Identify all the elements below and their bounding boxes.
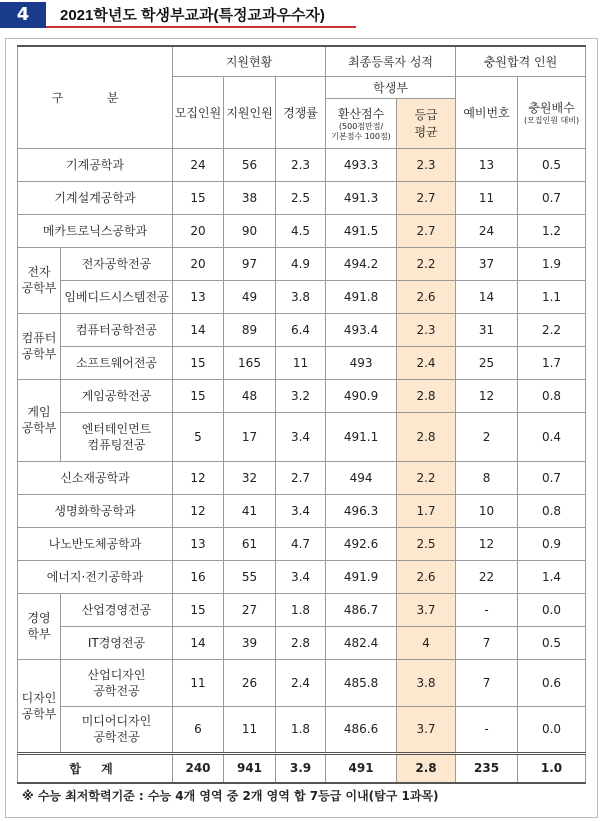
table-row xyxy=(18,560,586,593)
section-header xyxy=(0,0,601,30)
applied-cell: 17 xyxy=(224,412,276,461)
wait-cell: 37 xyxy=(456,247,518,280)
ratio-cell: 2.7 xyxy=(276,461,326,494)
department-name: 신소재공학과 xyxy=(18,461,173,494)
division-header: 구 분 xyxy=(18,46,173,148)
applied-cell: 48 xyxy=(224,379,276,412)
wait-cell: - xyxy=(456,706,518,753)
score-note-2: 기본점수 100점) xyxy=(331,131,391,141)
grade-cell: 2.6 xyxy=(397,280,456,313)
quota-cell: 11 xyxy=(173,659,224,706)
applied-cell: 97 xyxy=(224,247,276,280)
mult-cell: 0.5 xyxy=(518,626,586,659)
grade-cell: 3.8 xyxy=(397,659,456,706)
table-row xyxy=(18,214,586,247)
mult-cell: 0.0 xyxy=(518,706,586,753)
department-name: 전자공학전공 xyxy=(61,247,173,280)
quota-cell: 20 xyxy=(173,247,224,280)
wait-cell: 2 xyxy=(456,412,518,461)
mult-cell: 1.7 xyxy=(518,346,586,379)
quota-cell: 16 xyxy=(173,560,224,593)
ratio-cell: 3.8 xyxy=(276,280,326,313)
grade-cell: 3.7 xyxy=(397,593,456,626)
quota-cell: 12 xyxy=(173,494,224,527)
table-row xyxy=(18,181,586,214)
department-name: 소프트웨어전공 xyxy=(61,346,173,379)
department-name: 미디어디자인 공학전공 xyxy=(61,706,173,753)
mult-cell: 0.6 xyxy=(518,659,586,706)
mult-cell: 1.4 xyxy=(518,560,586,593)
score-cell: 491.1 xyxy=(326,412,397,461)
table-row xyxy=(18,148,586,181)
mult-cell: 1.1 xyxy=(518,280,586,313)
quota-cell: 6 xyxy=(173,706,224,753)
fill-mult-note: (모집인원 대비) xyxy=(523,115,580,125)
grade-cell: 2.3 xyxy=(397,148,456,181)
mult-cell: 1.9 xyxy=(518,247,586,280)
quota-cell: 20 xyxy=(173,214,224,247)
quota-cell: 24 xyxy=(173,148,224,181)
applied-cell: 90 xyxy=(224,214,276,247)
total-wait: 235 xyxy=(456,753,518,783)
grade-cell: 2.7 xyxy=(397,214,456,247)
wait-cell: 10 xyxy=(456,494,518,527)
applied-cell: 49 xyxy=(224,280,276,313)
ratio-cell: 6.4 xyxy=(276,313,326,346)
grade-cell: 4 xyxy=(397,626,456,659)
score-cell: 491.3 xyxy=(326,181,397,214)
applied-cell: 61 xyxy=(224,527,276,560)
ratio-cell: 4.5 xyxy=(276,214,326,247)
table-row xyxy=(18,527,586,560)
wait-cell: 22 xyxy=(456,560,518,593)
quota-header: 모집인원 xyxy=(173,76,224,148)
section-number-badge: 4 xyxy=(0,2,46,28)
footnote: ※ 수능 최저학력기준 : 수능 4개 영역 중 2개 영역 합 7등급 이내(탐구 1과목) xyxy=(22,789,439,803)
table-row xyxy=(18,412,586,461)
table-row xyxy=(18,379,586,412)
department-name: 게임공학전공 xyxy=(61,379,173,412)
department-name: 엔터테인먼트 컴퓨팅전공 xyxy=(61,412,173,461)
total-grade: 2.8 xyxy=(397,753,456,783)
quota-cell: 12 xyxy=(173,461,224,494)
department-name: 기계공학과 xyxy=(18,148,173,181)
score-label: 환산점수 xyxy=(337,106,385,121)
grade-cell: 2.3 xyxy=(397,313,456,346)
wait-cell: 7 xyxy=(456,659,518,706)
ratio-cell: 3.4 xyxy=(276,494,326,527)
department-name: IT경영전공 xyxy=(61,626,173,659)
score-cell: 482.4 xyxy=(326,626,397,659)
applied-cell: 39 xyxy=(224,626,276,659)
wait-cell: 12 xyxy=(456,379,518,412)
table-row xyxy=(18,706,586,753)
total-label: 합 계 xyxy=(18,753,173,783)
record-header: 학생부 xyxy=(326,76,456,98)
quota-cell: 5 xyxy=(173,412,224,461)
wait-cell: 12 xyxy=(456,527,518,560)
grade-cell: 2.6 xyxy=(397,560,456,593)
ratio-cell: 4.7 xyxy=(276,527,326,560)
ratio-cell: 1.8 xyxy=(276,593,326,626)
total-applied: 941 xyxy=(224,753,276,783)
total-ratio: 3.9 xyxy=(276,753,326,783)
score-cell: 491.5 xyxy=(326,214,397,247)
mult-cell: 0.9 xyxy=(518,527,586,560)
score-cell: 496.3 xyxy=(326,494,397,527)
score-header xyxy=(326,98,397,148)
applied-cell: 165 xyxy=(224,346,276,379)
applied-cell: 27 xyxy=(224,593,276,626)
ratio-cell: 2.4 xyxy=(276,659,326,706)
grade-cell: 2.8 xyxy=(397,379,456,412)
title-underline xyxy=(46,26,356,28)
quota-cell: 15 xyxy=(173,593,224,626)
total-quota: 240 xyxy=(173,753,224,783)
score-cell: 494.2 xyxy=(326,247,397,280)
mult-cell: 0.5 xyxy=(518,148,586,181)
department-name: 임베디드시스템전공 xyxy=(61,280,173,313)
applied-cell: 41 xyxy=(224,494,276,527)
score-cell: 494 xyxy=(326,461,397,494)
department-name: 생명화학공학과 xyxy=(18,494,173,527)
table-row xyxy=(18,494,586,527)
grade-cell: 2.8 xyxy=(397,412,456,461)
wait-cell: 13 xyxy=(456,148,518,181)
wait-cell: 25 xyxy=(456,346,518,379)
score-cell: 493.3 xyxy=(326,148,397,181)
ratio-cell: 2.5 xyxy=(276,181,326,214)
table-row xyxy=(18,659,586,706)
grade-cell: 2.2 xyxy=(397,461,456,494)
quota-cell: 14 xyxy=(173,313,224,346)
table-row xyxy=(18,593,586,626)
wait-cell: 31 xyxy=(456,313,518,346)
applied-cell: 38 xyxy=(224,181,276,214)
mult-cell: 0.0 xyxy=(518,593,586,626)
grade-cell: 2.7 xyxy=(397,181,456,214)
ratio-cell: 3.4 xyxy=(276,412,326,461)
department-name: 산업경영전공 xyxy=(61,593,173,626)
wait-cell: 8 xyxy=(456,461,518,494)
table-row xyxy=(18,346,586,379)
applied-cell: 56 xyxy=(224,148,276,181)
group-label: 게임 공학부 xyxy=(18,379,61,461)
score-cell: 486.6 xyxy=(326,706,397,753)
quota-cell: 13 xyxy=(173,527,224,560)
grade-header xyxy=(397,98,456,148)
quota-cell: 15 xyxy=(173,379,224,412)
section-title: 2021학년도 학생부교과(특정교과우수자) xyxy=(60,7,325,24)
fill-mult-label: 충원배수 xyxy=(528,100,575,115)
mult-cell: 0.7 xyxy=(518,461,586,494)
waitlist-header: 예비번호 xyxy=(456,76,518,148)
total-row xyxy=(18,753,586,783)
group-label: 디자인 공학부 xyxy=(18,659,61,753)
quota-cell: 15 xyxy=(173,346,224,379)
department-name: 산업디자인 공학전공 xyxy=(61,659,173,706)
grade-cell: 1.7 xyxy=(397,494,456,527)
wait-cell: 7 xyxy=(456,626,518,659)
table-row xyxy=(18,280,586,313)
quota-cell: 15 xyxy=(173,181,224,214)
grade-cell: 2.5 xyxy=(397,527,456,560)
applied-cell: 32 xyxy=(224,461,276,494)
ratio-cell: 2.3 xyxy=(276,148,326,181)
fill-mult-header xyxy=(518,76,586,148)
applied-cell: 55 xyxy=(224,560,276,593)
group-label: 경영 학부 xyxy=(18,593,61,659)
grade-cell: 3.7 xyxy=(397,706,456,753)
table-row xyxy=(18,247,586,280)
score-cell: 493.4 xyxy=(326,313,397,346)
ratio-cell: 4.9 xyxy=(276,247,326,280)
score-note-1: (500점만점/ xyxy=(338,121,384,131)
group-label: 전자 공학부 xyxy=(18,247,61,313)
score-cell: 485.8 xyxy=(326,659,397,706)
admission-results-table xyxy=(17,45,586,784)
mult-cell: 0.7 xyxy=(518,181,586,214)
ratio-cell: 1.8 xyxy=(276,706,326,753)
quota-cell: 13 xyxy=(173,280,224,313)
department-name: 메카트로닉스공학과 xyxy=(18,214,173,247)
wait-cell: 11 xyxy=(456,181,518,214)
applied-cell: 26 xyxy=(224,659,276,706)
applied-header: 지원인원 xyxy=(224,76,276,148)
grade-cell: 2.4 xyxy=(397,346,456,379)
score-cell: 491.9 xyxy=(326,560,397,593)
quota-cell: 14 xyxy=(173,626,224,659)
department-name: 에너지·전기공학과 xyxy=(18,560,173,593)
wait-cell: 24 xyxy=(456,214,518,247)
mult-cell: 2.2 xyxy=(518,313,586,346)
department-name: 나노반도체공학과 xyxy=(18,527,173,560)
mult-cell: 0.8 xyxy=(518,379,586,412)
grade-cell: 2.2 xyxy=(397,247,456,280)
total-score: 491 xyxy=(326,753,397,783)
ratio-header: 경쟁률 xyxy=(276,76,326,148)
table-row xyxy=(18,461,586,494)
wait-cell: 14 xyxy=(456,280,518,313)
mult-cell: 0.8 xyxy=(518,494,586,527)
grade-label-2: 평균 xyxy=(414,125,438,139)
ratio-cell: 3.2 xyxy=(276,379,326,412)
department-name: 기계설계공학과 xyxy=(18,181,173,214)
extra-group-header: 충원합격 인원 xyxy=(456,46,586,76)
table-row xyxy=(18,626,586,659)
wait-cell: - xyxy=(456,593,518,626)
department-name: 컴퓨터공학전공 xyxy=(61,313,173,346)
applied-cell: 11 xyxy=(224,706,276,753)
score-cell: 486.7 xyxy=(326,593,397,626)
mult-cell: 1.2 xyxy=(518,214,586,247)
score-cell: 491.8 xyxy=(326,280,397,313)
applicants-group-header: 지원현황 xyxy=(173,46,326,76)
score-cell: 493 xyxy=(326,346,397,379)
final-group-header: 최종등록자 성적 xyxy=(326,46,456,76)
ratio-cell: 3.4 xyxy=(276,560,326,593)
group-label: 컴퓨터 공학부 xyxy=(18,313,61,379)
score-cell: 492.6 xyxy=(326,527,397,560)
table-row xyxy=(18,313,586,346)
applied-cell: 89 xyxy=(224,313,276,346)
ratio-cell: 11 xyxy=(276,346,326,379)
total-mult: 1.0 xyxy=(518,753,586,783)
grade-label-1: 등급 xyxy=(414,108,438,122)
ratio-cell: 2.8 xyxy=(276,626,326,659)
score-cell: 490.9 xyxy=(326,379,397,412)
mult-cell: 0.4 xyxy=(518,412,586,461)
